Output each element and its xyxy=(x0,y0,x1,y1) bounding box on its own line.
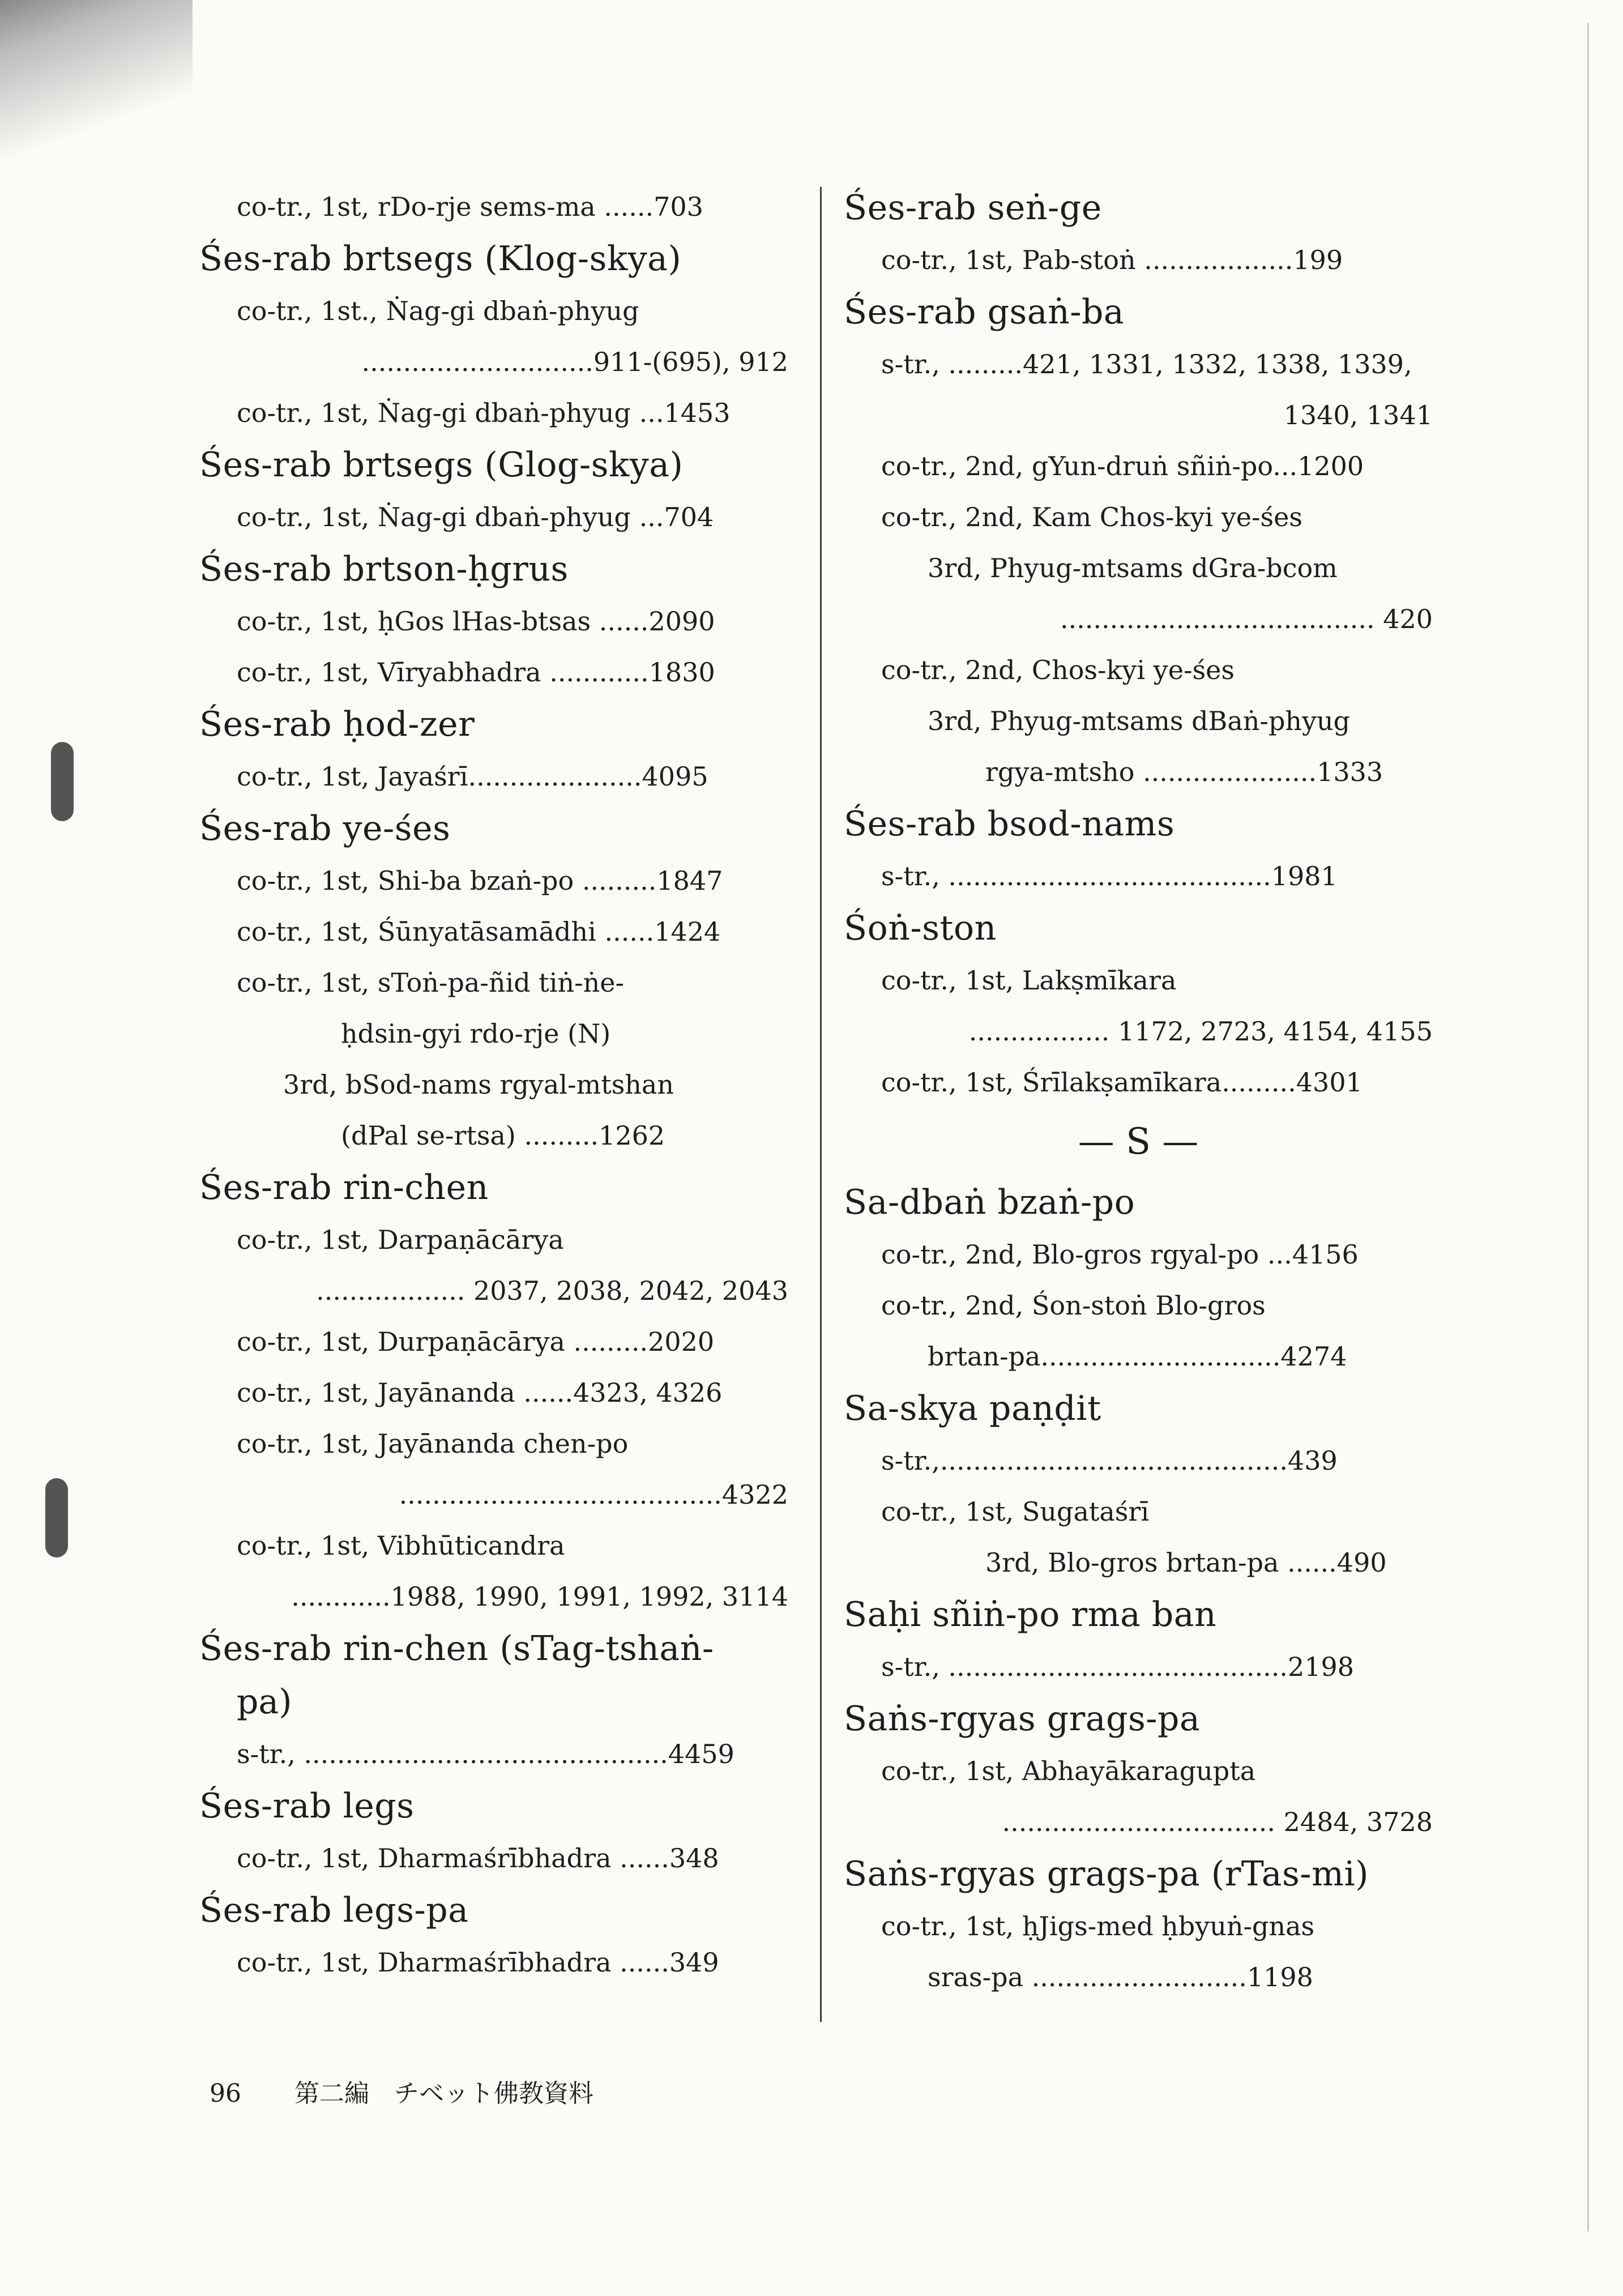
index-entry-continuation: 3rd, bSod-nams rgyal-mtshan xyxy=(283,1069,674,1100)
index-entry-numbers: ............................911-(695), 912 xyxy=(361,347,788,377)
index-entry-heading-continued: pa) xyxy=(237,1682,292,1722)
index-entry-continuation: brtan-pa.............................4274 xyxy=(928,1341,1347,1372)
binding-hole-upper xyxy=(51,742,74,821)
section-letter-heading: — S — xyxy=(1078,1121,1199,1163)
index-entry-line: s-tr., .......................................1981 xyxy=(881,861,1338,891)
index-entry-line: co-tr., 1st, Vīryabhadra ............1830 xyxy=(237,657,715,688)
index-entry-heading: Saṅs-rgyas grags-pa (rTas-mi) xyxy=(844,1854,1369,1894)
index-entry-heading: Saṅs-rgyas grags-pa xyxy=(844,1699,1201,1739)
index-entry-line: co-tr., 1st, Jayānanda ......4323, 4326 xyxy=(237,1377,723,1408)
index-entry-numbers: .................. 2037, 2038, 2042, 2043 xyxy=(316,1275,788,1306)
index-entry-heading: Śes-rab ye-śes xyxy=(199,809,451,848)
index-entry-continuation: 3rd, Phyug-mtsams dGra-bcom xyxy=(928,553,1338,583)
index-entry-line: co-tr., 1st, Vibhūticandra xyxy=(237,1530,565,1561)
index-entry-line: co-tr., 1st, Śūnyatāsamādhi ......1424 xyxy=(237,916,721,947)
index-entry-heading: Śes-rab seṅ-ge xyxy=(844,188,1102,228)
index-entry-heading: Śes-rab ḥod-zer xyxy=(199,705,475,744)
binding-hole-lower xyxy=(45,1478,68,1557)
index-entry-continuation-deep: 3rd, Blo-gros brtan-pa ......490 xyxy=(985,1547,1387,1578)
index-entry-heading: Śes-rab brtsegs (Glog-skya) xyxy=(199,445,684,485)
scan-page-edge xyxy=(1587,23,1589,2231)
index-entry-line: co-tr., 2nd, Kam Chos-kyi ye-śes xyxy=(881,502,1302,532)
index-entry-line: co-tr., 1st, Dharmaśrībhadra ......348 xyxy=(237,1843,719,1873)
index-entry-line: co-tr., 1st., Ṅag-gi dbaṅ-phyug xyxy=(237,296,639,326)
index-column-left xyxy=(199,181,811,1988)
index-entry-line: co-tr., 1st, Darpaṇācārya xyxy=(237,1224,564,1255)
scan-shadow-artifact xyxy=(0,0,193,204)
index-entry-heading: Śes-rab legs-pa xyxy=(199,1890,469,1930)
index-entry-line: co-tr., 1st, ḥJigs-med ḥbyuṅ-gnas xyxy=(881,1911,1315,1941)
index-entry-continuation-deep: rgya-mtsho .....................1333 xyxy=(985,757,1383,787)
index-entry-continuation-deep: ḥdsin-gyi rdo-rje (N) xyxy=(341,1018,611,1049)
index-entry-heading: Śes-rab rin-chen xyxy=(199,1168,489,1207)
index-entry-heading: Śes-rab rin-chen (sTag-tshaṅ- xyxy=(199,1629,714,1668)
page-number: 96 xyxy=(210,2079,241,2108)
index-entry-line: co-tr., 1st, Pab-stoṅ ..................199 xyxy=(881,245,1343,275)
index-entry-numbers: ............1988, 1990, 1991, 1992, 3114 xyxy=(291,1581,788,1612)
index-entry-line: s-tr., .........421, 1331, 1332, 1338, 1339, xyxy=(881,349,1412,379)
index-entry-numbers: 1340, 1341 xyxy=(1283,400,1433,430)
index-entry-line: co-tr., 2nd, gYun-druṅ sñiṅ-po...1200 xyxy=(881,451,1364,481)
index-entry-line: co-tr., 1st, rDo-rje sems-ma ......703 xyxy=(237,191,703,222)
index-entry-line: co-tr., 1st, Dharmaśrībhadra ......349 xyxy=(237,1947,719,1978)
index-entry-line: co-tr., 1st, Abhayākaragupta xyxy=(881,1756,1256,1786)
index-entry-heading: Śoṅ-ston xyxy=(844,908,997,948)
index-entry-line: co-tr., 1st, Shi-ba bzaṅ-po .........1847 xyxy=(237,865,723,896)
index-entry-line: co-tr., 2nd, Chos-kyi ye-śes xyxy=(881,655,1235,685)
index-entry-line: co-tr., 2nd, Blo-gros rgyal-po ...4156 xyxy=(881,1239,1359,1270)
index-entry-numbers: ................................. 2484, 3728 xyxy=(1002,1807,1433,1837)
index-entry-heading: Sa-dbaṅ bzaṅ-po xyxy=(844,1183,1135,1222)
index-entry-heading: Śes-rab brtson-ḥgrus xyxy=(199,549,569,589)
index-entry-numbers: ................. 1172, 2723, 4154, 4155 xyxy=(968,1016,1433,1047)
index-entry-heading: Śes-rab brtsegs (Klog-skya) xyxy=(199,239,682,279)
index-entry-numbers: ...................................... 420 xyxy=(1060,604,1433,634)
page-footer xyxy=(210,2073,593,2109)
index-entry-line: co-tr., 2nd, Śon-stoṅ Blo-gros xyxy=(881,1290,1266,1321)
index-entry-line: s-tr., ............................................4459 xyxy=(237,1739,734,1769)
index-entry-heading: Śes-rab gsaṅ-ba xyxy=(844,292,1125,332)
index-entry-heading: Śes-rab bsod-nams xyxy=(844,804,1175,844)
index-entry-line: co-tr., 1st, Śrīlakṣamīkara.........4301 xyxy=(881,1067,1363,1098)
index-entry-line: co-tr., 1st, Lakṣmīkara xyxy=(881,965,1177,996)
index-entry-heading: Sa-skya paṇḍit xyxy=(844,1389,1101,1428)
index-entry-line: co-tr., 1st, sToṅ-pa-ñid tiṅ-ṅe- xyxy=(237,967,625,998)
index-entry-line: co-tr., 1st, Ṅag-gi dbaṅ-phyug ...1453 xyxy=(237,398,731,428)
index-entry-continuation: sras-pa ..........................1198 xyxy=(928,1962,1313,1992)
column-divider xyxy=(820,187,822,2022)
index-entry-line: co-tr., 1st, Jayaśrī.....................4095 xyxy=(237,761,708,792)
index-entry-line: co-tr., 1st, Durpaṇācārya .........2020 xyxy=(237,1326,715,1357)
index-entry-heading: Śes-rab legs xyxy=(199,1786,415,1826)
index-entry-line: co-tr., 1st, Sugataśrī xyxy=(881,1496,1150,1527)
index-entry-line: s-tr.,..........................................439 xyxy=(881,1445,1338,1476)
index-entry-line: co-tr., 1st, ḥGos lHas-btsas ......2090 xyxy=(237,606,715,637)
running-section-title: 第二編 チベット佛教資料 xyxy=(294,2079,593,2108)
index-entry-line: co-tr., 1st, Jayānanda chen-po xyxy=(237,1428,629,1459)
index-entry-continuation-deep: (dPal se-rtsa) .........1262 xyxy=(341,1120,665,1151)
index-entry-line: co-tr., 1st, Ṅag-gi dbaṅ-phyug ...704 xyxy=(237,502,714,532)
index-entry-line: s-tr., .........................................2198 xyxy=(881,1651,1355,1682)
index-entry-continuation: 3rd, Phyug-mtsams dBaṅ-phyug xyxy=(928,706,1351,736)
index-column-right xyxy=(844,181,1455,2003)
index-entry-numbers: .......................................4322 xyxy=(399,1479,788,1510)
index-entry-heading: Saḥi sñiṅ-po rma ban xyxy=(844,1595,1217,1634)
